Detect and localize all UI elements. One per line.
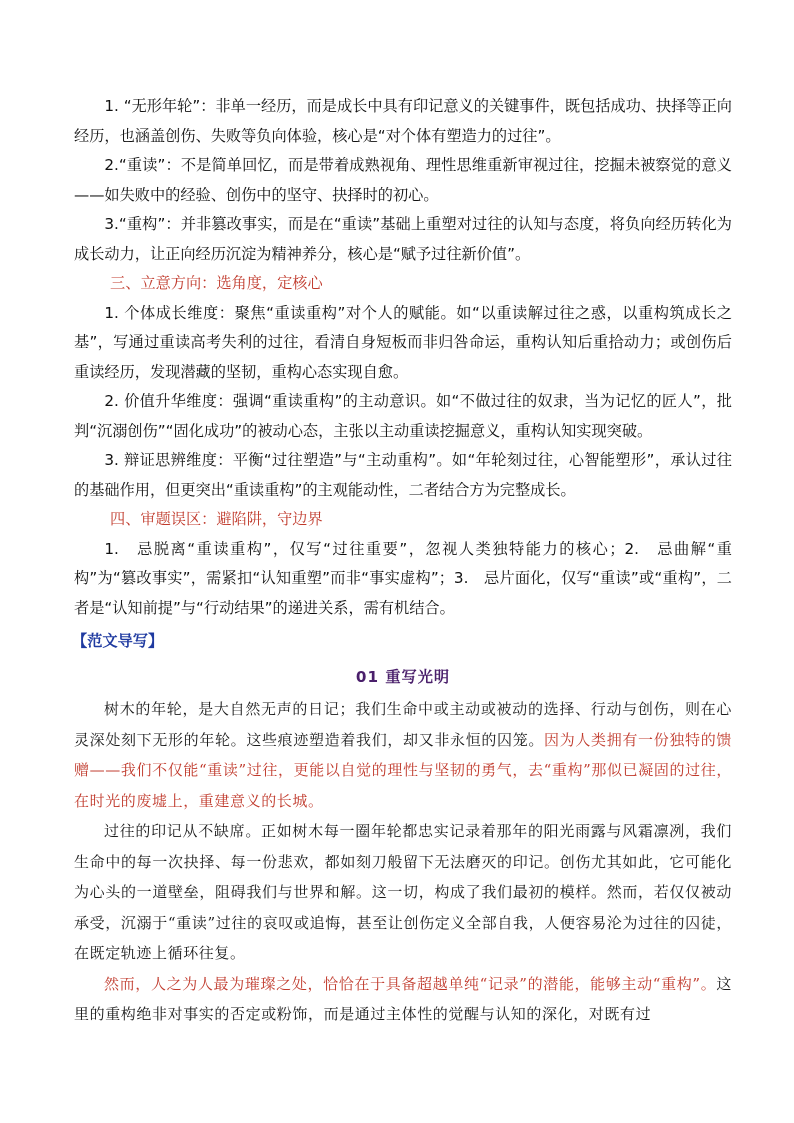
- section-heading-3: 三、立意方向：选角度，定核心: [110, 274, 323, 292]
- point-2: 2.“重读”：不是简单回忆，而是带着成熟视角、理性思维重新审视过往，挖掘未被察觉的意义——如失败中的经验、创伤中的坚守、抉择时的初心。: [74, 156, 732, 204]
- essay-body: [74, 694, 732, 1030]
- essay-p1-highlight: 因为人类拥有一份独特的馈赠——我们不仅能“重读”过往，更能以自觉的理性与坚韧的勇气，去“重构”那似已凝固的过往，在时光的废墟上，重建意义的长城。: [74, 730, 732, 810]
- point-3: 3.“重构”：并非篡改事实，而是在“重读”基础上重塑对过往的认知与态度，将负向经历转化为成长动力，让正向经历沉淀为精神养分，核心是“赋予过往新价值”。: [74, 215, 732, 263]
- essay-paragraph-1: [74, 694, 732, 816]
- section3-item-2: 2. 价值升华维度：强调“重读重构”的主动意识。如“不做过往的奴隶，当为记忆的匠人”，批判“沉溺创伤”“固化成功”的被动心态，主张以主动重读挖掘意义，重构认知实现突破。: [74, 392, 732, 440]
- essay-p3-highlight: 然而，人之为人最为璀璨之处，恰恰在于具备超越单纯“记录”的潜能，能够主动“重构”。: [104, 974, 717, 993]
- essay-paragraph-3: [74, 969, 732, 1030]
- section3-item-3: 3. 辩证思辨维度：平衡“过往塑造”与“主动重构”。如“年轮刻过往，心智能塑形”，承认过往的基础作用，但更突出“重读重构”的主观能动性，二者结合方为完整成长。: [74, 451, 732, 499]
- document-page: [74, 92, 732, 1030]
- section4-text: 1. 忌脱离“重读重构”，仅写“过往重要”，忽视人类独特能力的核心；2. 忌曲解“重构”为“篡改事实”，需紧扣“认知重塑”而非“事实虚构”；3. 忌片面化，仅写“重读”或“重构”，二者是“认知前提”与“行动结果”的递进关系，需有机结合。: [74, 539, 732, 617]
- section3-item-1: 1. 个体成长维度：聚焦“重读重构”对个人的赋能。如“以重读解过往之惑，以重构筑成长之基”，写通过重读高考失利的过往，看清自身短板而非归咎命运，重构认知后重拾动力；或创伤后重读经历，发现潜藏的坚韧，重构心态实现自愈。: [74, 303, 732, 381]
- point-1: 1. “无形年轮”：非单一经历，而是成长中具有印记意义的关键事件，既包括成功、抉择等正向经历，也涵盖创伤、失败等负向体验，核心是“对个体有塑造力的过往”。: [74, 97, 732, 145]
- essay-paragraph-2: 过往的印记从不缺席。正如树木每一圈年轮都忠实记录着那年的阳光雨露与风霜凛冽，我们生命中的每一次抉择、每一份悲欢，都如刻刀般留下无法磨灭的印记。创伤尤其如此，它可能化为心头的一道壁垒，阻碍我们与世界和解。这一切，构成了我们最初的模样。然而，若仅仅被动承受，沉溺于“重读”过往的哀叹或追悔，甚至让创伤定义全部自我，人便容易沦为过往的囚徒，在既定轨迹上循环往复。: [74, 822, 732, 962]
- essay-title: 01 重写光明: [355, 667, 451, 686]
- model-essay-label-text: 【范文导写】: [72, 632, 164, 650]
- section-heading-4: 四、审题误区：避陷阱，守边界: [110, 510, 323, 528]
- model-essay-label: [72, 627, 732, 657]
- essay-p1-text: 树木的年轮，是大自然无声的日记；我们生命中或主动或被动的选择、行动与创伤，则在心灵深处刻下无形的年轮。这些痕迹塑造着我们，却又非永恒的囚笼。: [74, 700, 732, 749]
- essay-p3-text: 这里的重构绝非对事实的否定或粉饰，而是通过主体性的觉醒与认知的深化，对既有过: [74, 974, 732, 1023]
